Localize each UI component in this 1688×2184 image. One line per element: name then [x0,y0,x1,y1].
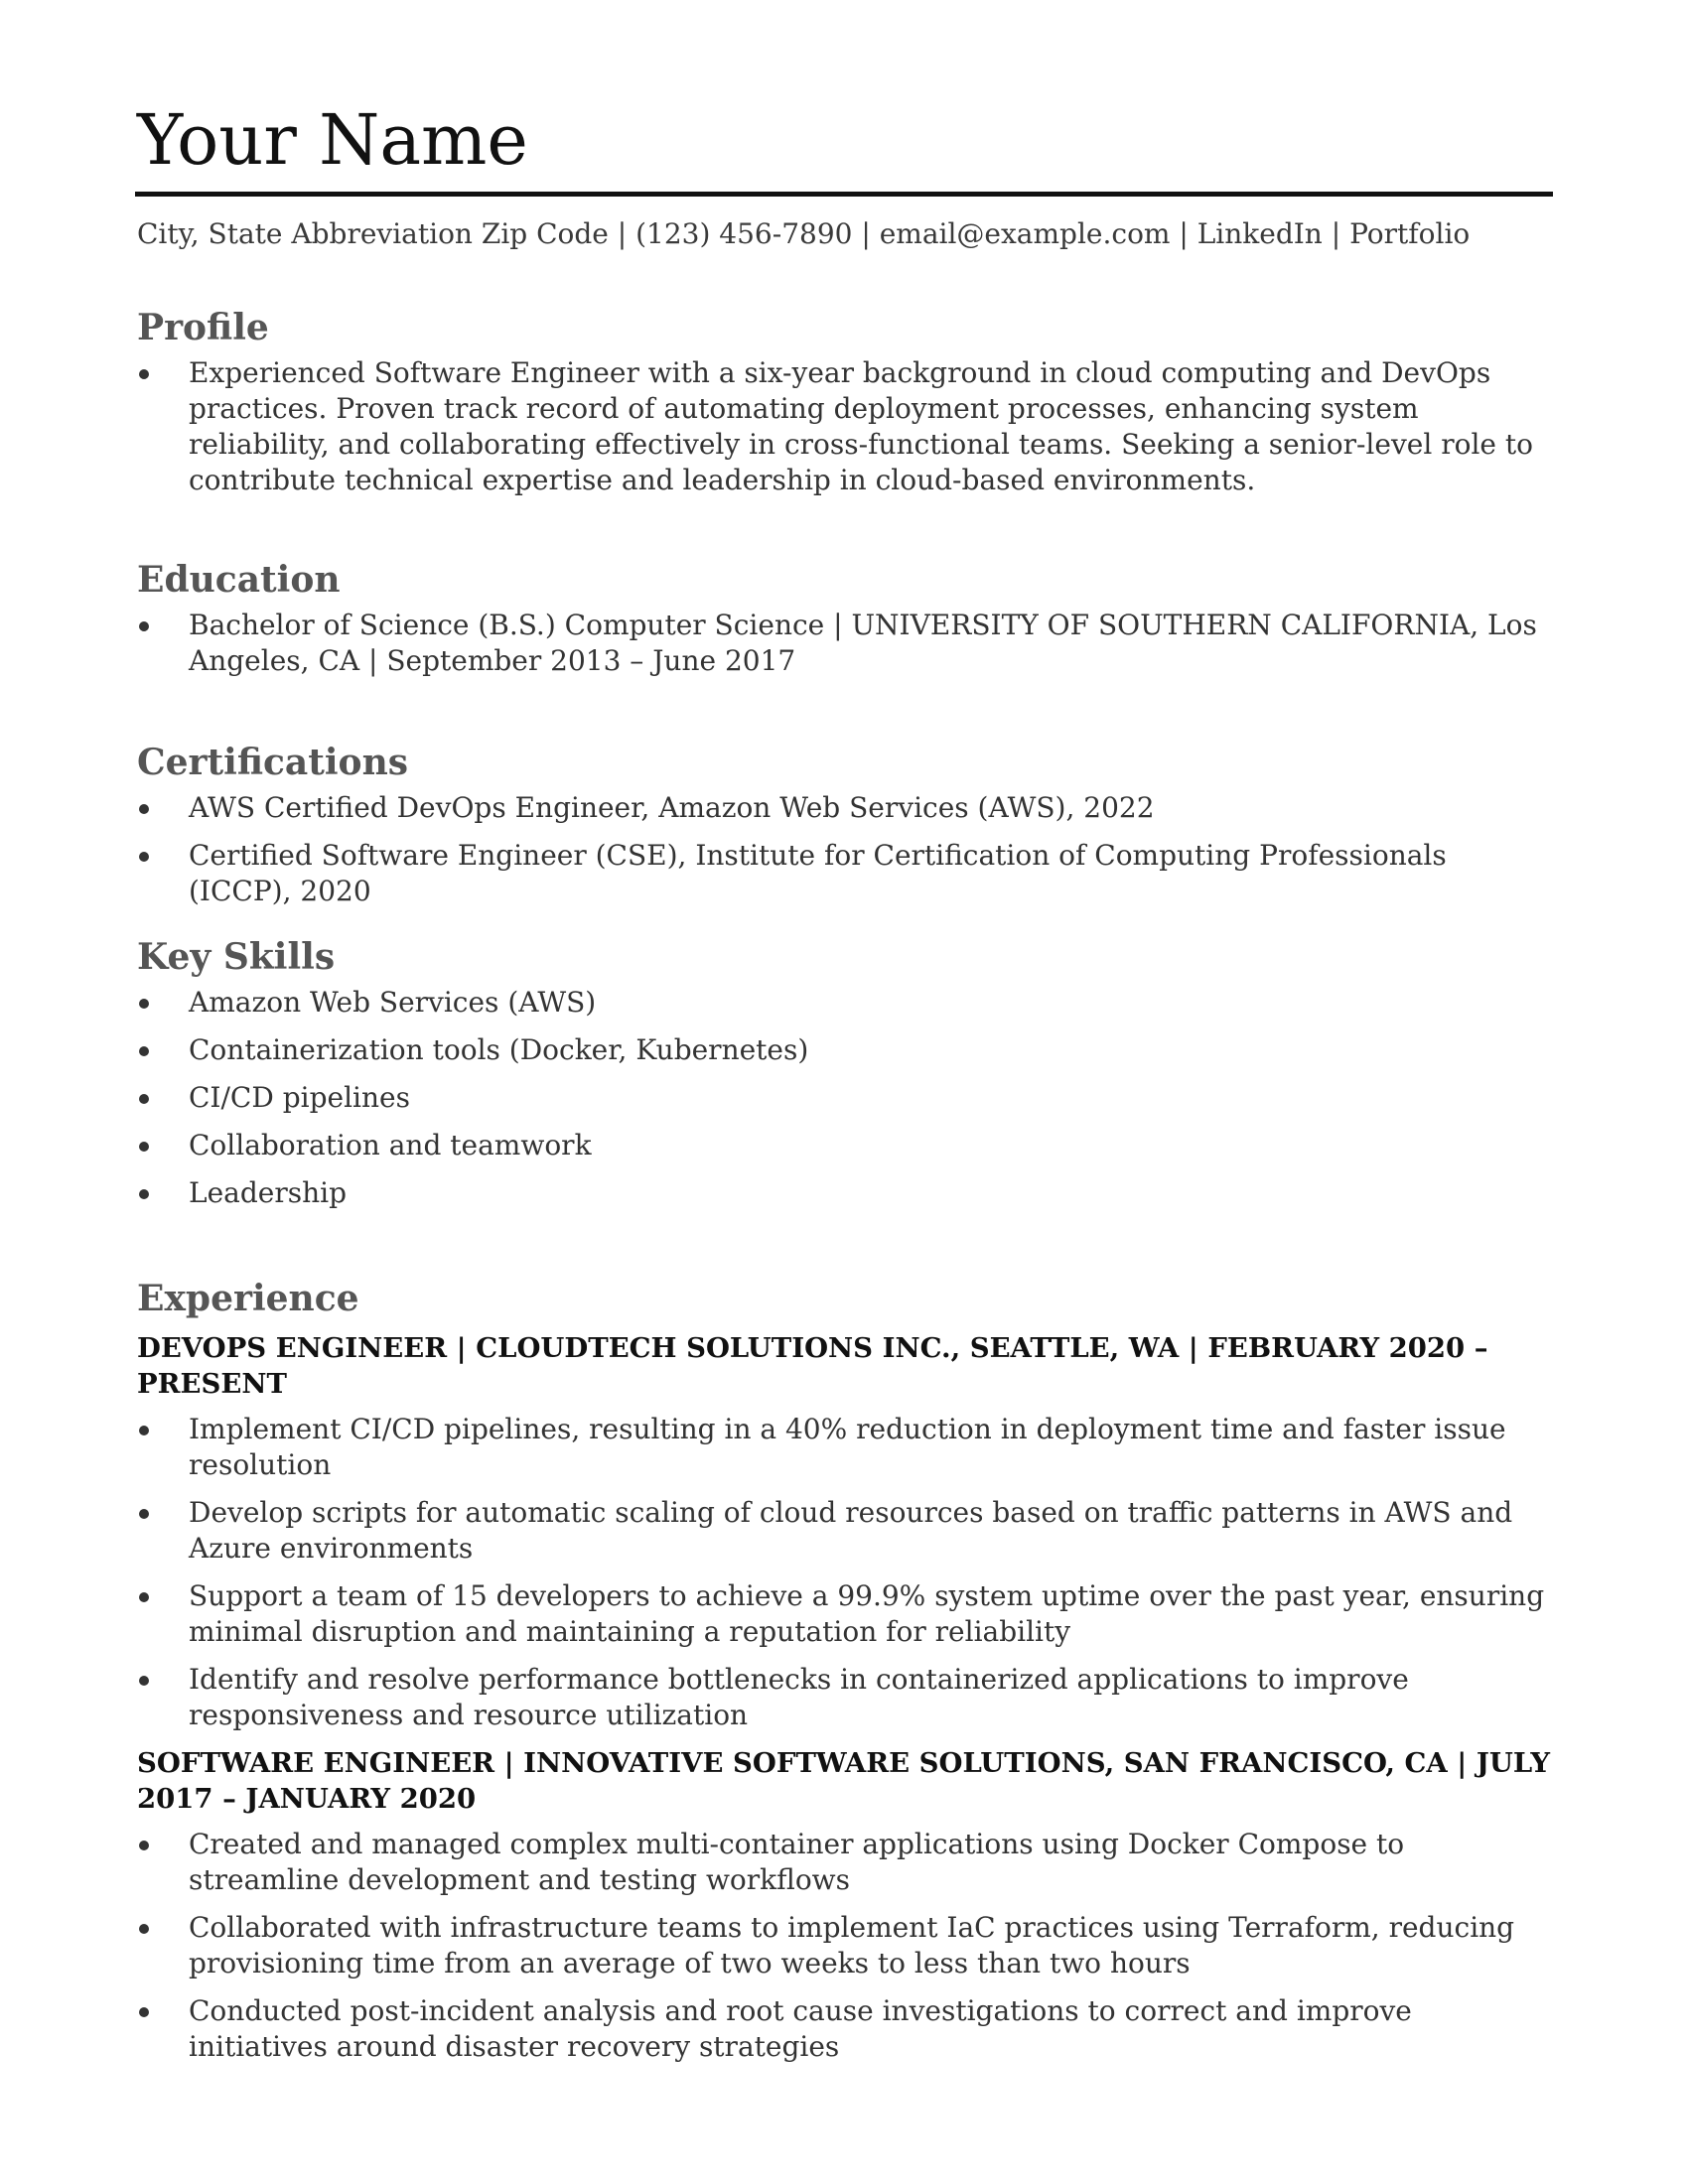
job-list [137,1412,1551,1733]
list-item [137,1495,1551,1567]
job-item-text: Support a team of 15 developers to achieve a 99.9% system uptime over the past year, ensuring minimal disruption and maintaining a reputation for reliability [189,1579,1545,1648]
job-item-text: Develop scripts for automatic scaling of cloud resources based on traffic patterns in AWS and Azure environments [189,1496,1513,1565]
bullet-icon [139,1189,149,1199]
list-item [137,790,1551,826]
bullet-icon [139,621,149,631]
education-text: Bachelor of Science (B.S.) Computer Science | UNIVERSITY OF SOUTHERN CALIFORNIA, Los Angeles, CA | September 2013 – June 2017 [189,609,1537,677]
list-item [137,608,1551,679]
list-item [137,838,1551,909]
job-heading: SOFTWARE ENGINEER | INNOVATIVE SOFTWARE SOLUTIONS, SAN FRANCISCO, CA | JULY 2017 – JANUARY 2020 [137,1747,1551,1815]
list-item [137,1578,1551,1650]
skill-text: Leadership [189,1176,348,1209]
list-item [137,1662,1551,1733]
job-item-text: Identify and resolve performance bottlenecks in containerized applications to improve responsiveness and resource utilization [189,1663,1409,1731]
list-item [137,1993,1551,2065]
skill-text: CI/CD pipelines [189,1081,410,1114]
resume-name: Your Name [137,99,528,181]
education-heading: Education [137,559,341,601]
bullet-icon [139,2007,149,2017]
bullet-icon [139,804,149,814]
list-item [137,1128,1551,1163]
bullet-icon [139,1841,149,1850]
bullet-icon [139,1046,149,1056]
list-item [137,1175,1551,1211]
profile-section [137,304,1551,510]
list-item [137,1080,1551,1116]
skills-heading: Key Skills [137,936,336,978]
certifications-heading: Certifications [137,742,409,783]
certifications-list [137,790,1551,909]
profile-heading: Profile [137,307,269,348]
certifications-section [137,739,1551,921]
contact-line: City, State Abbreviation Zip Code | (123) 456-7890 | email@example.com | LinkedIn | Portfolio [137,217,1471,250]
certification-text: Certified Software Engineer (CSE), Institute for Certification of Computing Professionals (ICCP), 2020 [189,839,1447,907]
skill-text: Containerization tools (Docker, Kubernetes) [189,1033,809,1066]
bullet-icon [139,852,149,862]
experience-heading: Experience [137,1278,359,1319]
bullet-icon [139,1094,149,1104]
experience-section [137,1275,1551,2077]
profile-text: Experienced Software Engineer with a six-year background in cloud computing and DevOps practices. Proven track record of automating deployment processes, enhancing system reliability, and collaborating effectively in cross-functional teams. Seeking a senior-level role to contribute technical expertise and leadership in cloud-based environments. [189,356,1533,496]
job-item-text: Collaborated with infrastructure teams to implement IaC practices using Terraform, reducing provisioning time from an average of two weeks to less than two hours [189,1911,1515,1979]
job-heading: DEVOPS ENGINEER | CLOUDTECH SOLUTIONS INC., SEATTLE, WA | FEBRUARY 2020 – PRESENT [137,1332,1488,1400]
education-list [137,608,1551,679]
bullet-icon [139,1142,149,1152]
bullet-icon [139,1426,149,1435]
bullet-icon [139,1676,149,1686]
bullet-icon [139,999,149,1009]
bullet-icon [139,1509,149,1519]
list-item [137,1032,1551,1068]
education-section [137,556,1551,691]
job-list [137,1827,1551,2065]
list-item [137,1827,1551,1898]
skills-list [137,985,1551,1211]
skill-text: Amazon Web Services (AWS) [189,986,597,1019]
profile-list [137,355,1551,498]
list-item [137,1412,1551,1483]
header-rule [135,192,1553,197]
job-item-text: Conducted post-incident analysis and root cause investigations to correct and improve initiatives around disaster recovery strategies [189,1994,1412,2063]
list-item [137,1910,1551,1981]
job-item-text: Created and managed complex multi-container applications using Docker Compose to streamline development and testing workflows [189,1828,1405,1896]
skill-text: Collaboration and teamwork [189,1129,592,1161]
job-item-text: Implement CI/CD pipelines, resulting in a 40% reduction in deployment time and faster issue resolution [189,1413,1506,1481]
certification-text: AWS Certified DevOps Engineer, Amazon Web Services (AWS), 2022 [189,791,1155,824]
list-item [137,985,1551,1021]
bullet-icon [139,369,149,379]
bullet-icon [139,1924,149,1934]
bullet-icon [139,1592,149,1602]
list-item [137,355,1551,498]
skills-section [137,933,1551,1223]
